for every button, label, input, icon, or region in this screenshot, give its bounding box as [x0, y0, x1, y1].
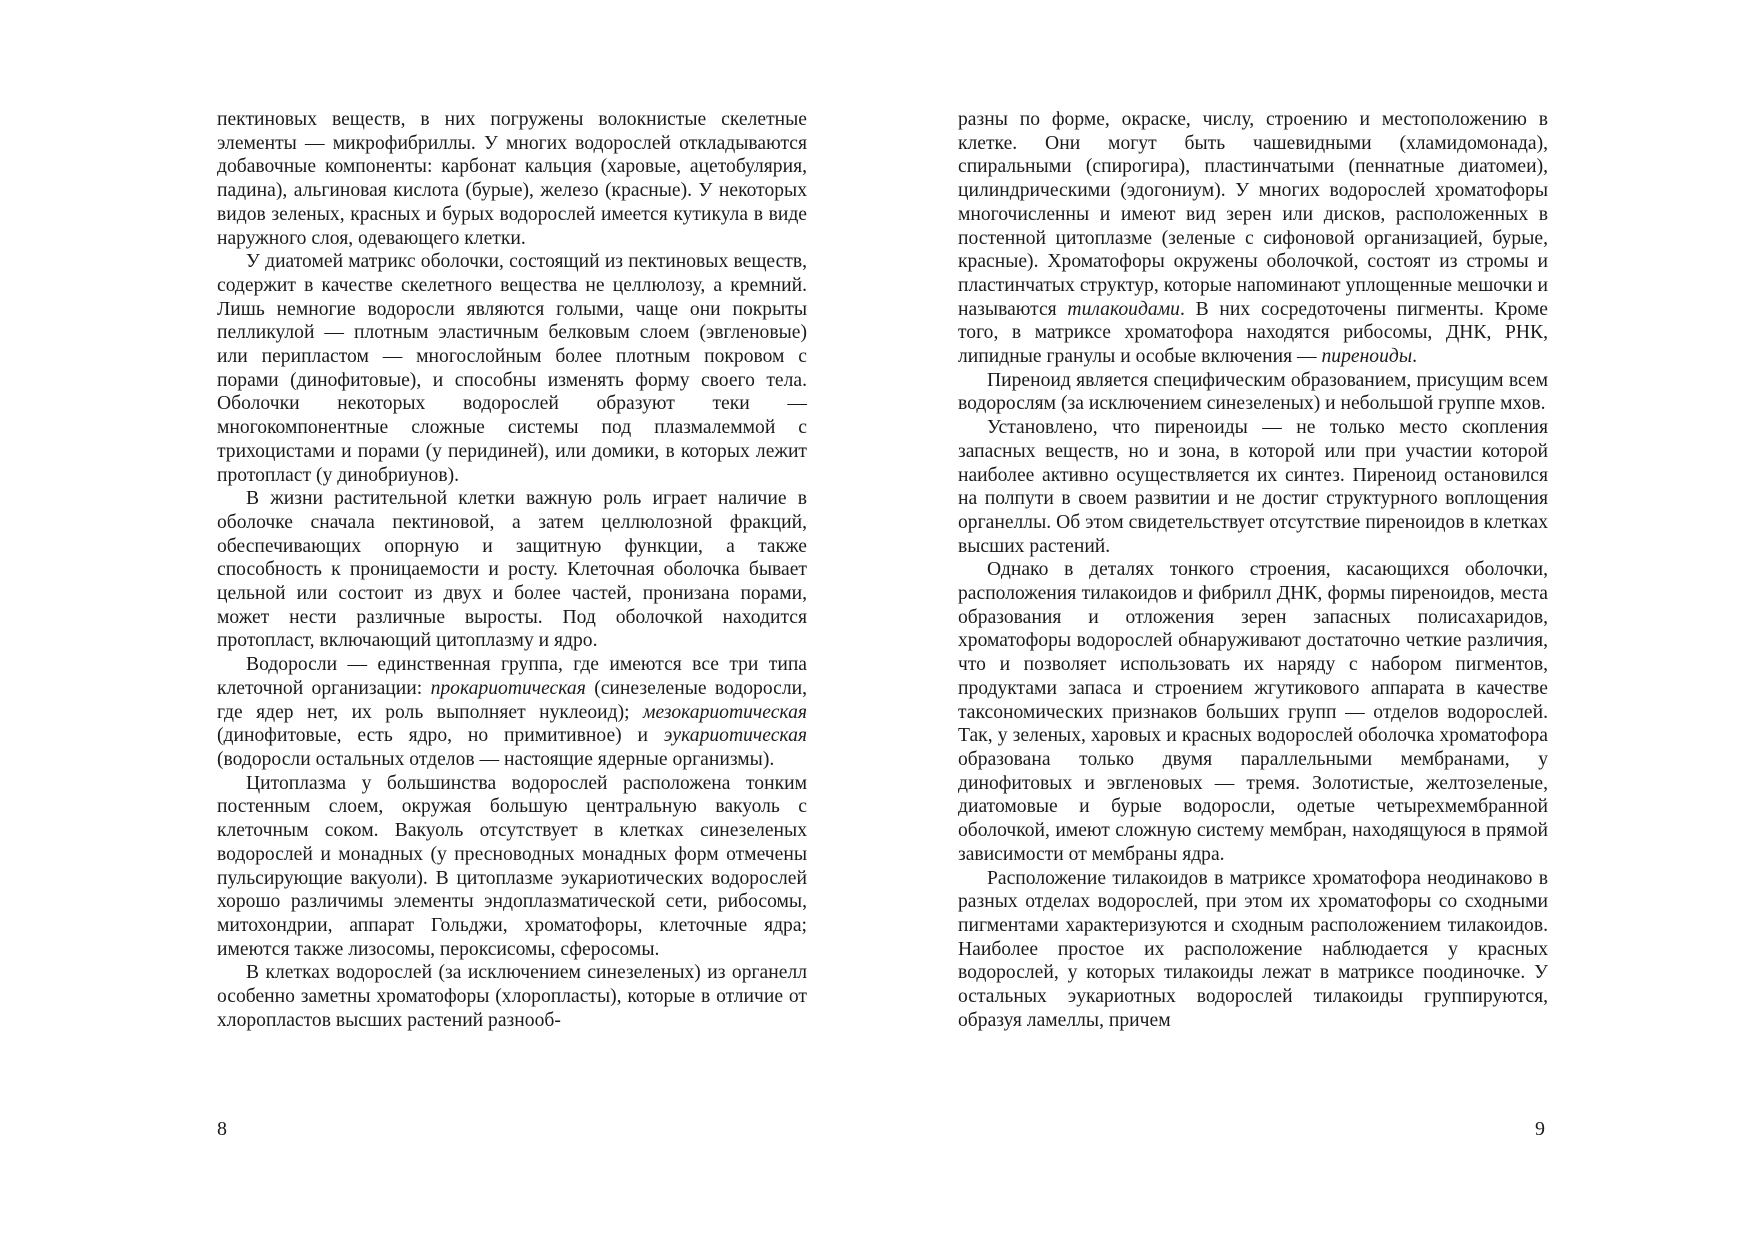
- left-page: [217, 108, 807, 1032]
- paragraph: [958, 369, 1548, 416]
- italic-term: прокариотическая: [430, 677, 586, 699]
- text-run: .: [1412, 346, 1417, 368]
- paragraph: [217, 108, 807, 250]
- text-run: разны по форме, окраске, числу, строению и местоположению в клетке. Они могут быть чашевидными (хламидомонада), спиральными (спирогира), пластинчатыми (пеннатные диатомеи), цилиндрическими (эдогониум). У многих водорослей хроматофоры многочисленны и имеют вид зерен или дисков, расположенных в постенной цитоплазме (зеленые с сифоновой организацией, бурые, красные). Хроматофоры окружены оболочкой, состоят из стромы и пластинчатых структур, которые напоминают уплощенные мешочки и называются: [958, 109, 1548, 320]
- italic-term: тилакоидами: [1067, 298, 1180, 320]
- italic-term: эукариотическая: [663, 725, 807, 747]
- text-run: . В них сосредоточены пигменты. Кроме того, в матриксе хроматофора находятся рибосомы, ДНК, РНК, липидные гранулы и особые включения —: [958, 298, 1548, 368]
- right-page: [958, 108, 1548, 1032]
- text-run: В жизни растительной клетки важную роль играет наличие в оболочке сначала пектиновой, а затем целлюлозной фракций, обеспечивающих опорную и защитную функции, а также способность к проницаемости и росту. Клеточная оболочка бывает цельной или состоит из двух и более частей, пронизана порами, может нести различные выросты. Под оболочкой находится протопласт, включающий цитоплазму и ядро.: [217, 488, 807, 652]
- page-number-left: 8: [217, 1118, 227, 1140]
- paragraph: [217, 772, 807, 962]
- paragraph: [217, 961, 807, 1032]
- text-run: Установлено, что пиреноиды — не только место скопления запасных веществ, но и зона, в которой или при участии которой наиболее активно осуществляется их синтез. Пиреноид остановился на полпути в своем развитии и не достиг структурного воплощения органеллы. Об этом свидетельствует отсутствие пиреноидов в клетках высших растений.: [958, 417, 1548, 557]
- paragraph: [217, 487, 807, 653]
- paragraph: [958, 108, 1548, 369]
- text-run: (динофитовые, есть ядро, но примитивное) и: [217, 725, 664, 747]
- paragraph: [217, 250, 807, 487]
- text-run: Однако в деталях тонкого строения, касающихся оболочки, расположения тилакоидов и фибрилл ДНК, формы пиреноидов, места образования и отложения зерен запасных полисахаридов, хроматофоры водорослей обнаруживают достаточно четкие различия, что и позволяет использовать их наряду с набором пигментов, продуктами запаса и строением жгутикового аппарата в качестве таксономических признаков больших групп — отделов водорослей. Так, у зеленых, харовых и красных водорослей оболочка хроматофора образована только двумя параллельными мембранами, у динофитовых и эвгленовых — тремя. Золотистые, желтозеленые, диатомовые и бурые водоросли, одетые четырехмембранной оболочкой, имеют сложную систему мембран, находящуюся в прямой зависимости от мембраны ядра.: [958, 559, 1548, 865]
- text-run: Пиреноид является специфическим образованием, присущим всем водорослям (за исключением синезеленых) и небольшой группе мхов.: [958, 369, 1548, 415]
- paragraph: [958, 416, 1548, 558]
- text-run: (водоросли остальных отделов — настоящие ядерные организмы).: [217, 748, 775, 770]
- text-run: В клетках водорослей (за исключением синезеленых) из органелл особенно заметны хроматофоры (хлоропласты), которые в отличие от хлоропластов высших растений разнооб-: [217, 962, 807, 1031]
- left-page-text: [217, 108, 807, 1032]
- paragraph: [958, 867, 1548, 1033]
- text-run: У диатомей матрикс оболочки, состоящий из пектиновых веществ, содержит в качестве скелетного вещества не целлюлозу, а кремний. Лишь немногие водоросли являются голыми, чаще они покрыты пелликулой — плотным эластичным белковым слоем (эвгленовые) или перипластом — многослойным более плотным покровом с порами (динофитовые), и способны изменять форму своего тела. Оболочки некоторых водорослей образуют теки — многокомпонентные сложные системы под плазмалеммой с трихоцистами и порами (у перидиней), или домики, в которых лежит протопласт (у динобриунов).: [217, 251, 807, 486]
- text-run: пектиновых веществ, в них погружены волокнистые скелетные элементы — микрофибриллы. У многих водорослей откладываются добавочные компоненты: карбонат кальция (харовые, ацетобулярия, падина), альгиновая кислота (бурые), железо (красные). У некоторых видов зеленых, красных и бурых водорослей имеется кутикула в виде наружного слоя, одевающего клетки.: [217, 109, 807, 249]
- italic-term: пиреноиды: [1321, 346, 1413, 368]
- paragraph: [958, 558, 1548, 866]
- right-page-text: [958, 108, 1548, 1032]
- text-run: (синезеленые водоросли, где ядер нет, их роль выполняет нуклеоид);: [217, 677, 807, 723]
- text-run: Водоросли — единственная группа, где имеются все три типа клеточной организации:: [217, 654, 807, 699]
- text-run: Цитоплазма у большинства водорослей расположена тонким постенным слоем, окружая большую центральную вакуоль с клеточным соком. Вакуоль отсутствует в клетках синезеленых водорослей и монадных (у пресноводных монадных форм отмечены пульсирующие вакуоли). В цитоплазме эукариотических водорослей хорошо различимы элементы эндоплазматической сети, рибосомы, митохондрии, аппарат Гольджи, хроматофоры, клеточные ядра; имеются также лизосомы, пероксисомы, сферосомы.: [217, 772, 807, 960]
- italic-term: мезокариотическая: [642, 701, 807, 723]
- text-run: Расположение тилакоидов в матриксе хроматофора неодинаково в разных отделах водорослей, при этом их хроматофоры со сходными пигментами характеризуются и сходным расположением тилакоидов. Наиболее простое их расположение наблюдается у красных водорослей, у которых тилакоиды лежат в матриксе поодиночке. У остальных эукариотных водорослей тилакоиды группируются, образуя ламеллы, причем: [958, 867, 1548, 1031]
- page-number-right: 9: [1535, 1118, 1545, 1140]
- paragraph: [217, 653, 807, 772]
